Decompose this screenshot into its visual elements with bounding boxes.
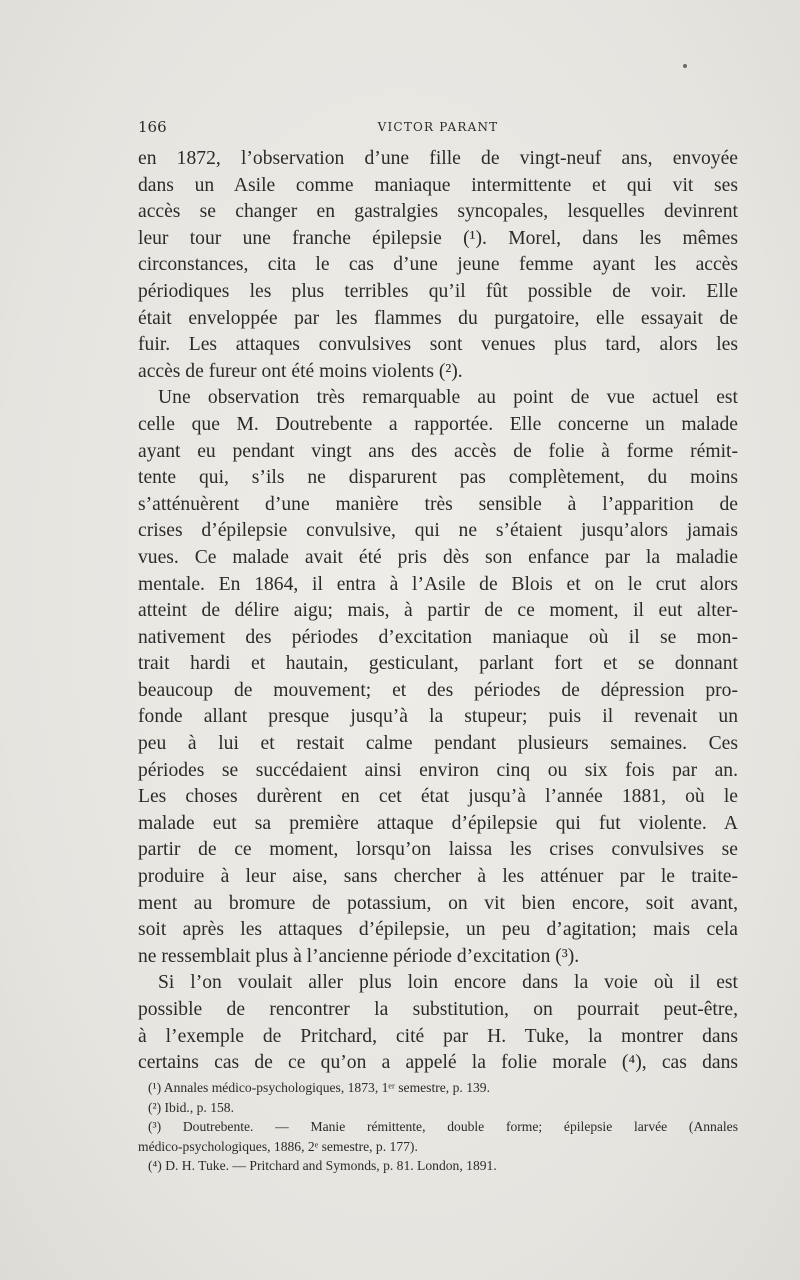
text-line: Si l’on voulait aller plus loin encore dans la voie où il est xyxy=(158,972,738,994)
running-head: VICTOR PARANT xyxy=(377,120,499,134)
footnote: (³) Doutrebente. — Manie rémittente, double forme; épilepsie larvée (Annales xyxy=(148,1119,738,1134)
text-line: mentale. En 1864, il entra à l’Asile de Blois et on le crut alors xyxy=(138,573,738,595)
text-line: périodiques les plus terribles qu’il fût possible de voir. Elle xyxy=(138,280,738,302)
footnote: (²) Ibid., p. 158. xyxy=(148,1099,235,1115)
text-line: atteint de délire aigu; mais, à partir de ce moment, il eut alter- xyxy=(138,600,738,622)
text-line: circonstances, cita le cas d’une jeune femme ayant les accès xyxy=(138,254,738,276)
text-line: malade eut sa première attaque d’épilepsie qui fut violente. A xyxy=(138,812,738,834)
text-line: périodes se succédaient ainsi environ cinq ou six fois par an. xyxy=(138,759,738,781)
footnotes xyxy=(138,1078,738,1176)
text-line: Les choses durèrent en cet état jusqu’à l’année 1881, où le xyxy=(138,786,738,808)
footnote: médico-psychologiques, 1886, 2ᵉ semestre, p. 177). xyxy=(138,1138,418,1154)
text-line: accès de fureur ont été moins violents (²). xyxy=(138,360,463,382)
text-line: ne ressemblait plus à l’ancienne période d’excitation (³). xyxy=(138,945,580,967)
text-line: à l’exemple de Pritchard, cité par H. Tuke, la montrer dans xyxy=(138,1025,738,1047)
text-line: leur tour une franche épilepsie (¹). Morel, dans les mêmes xyxy=(138,227,738,249)
page-header xyxy=(138,118,738,142)
text-line: s’atténuèrent d’une manière très sensible à l’apparition de xyxy=(138,493,738,515)
body-text xyxy=(138,146,738,1077)
text-line: produire à leur aise, sans chercher à les atténuer par le traite- xyxy=(138,866,738,888)
text-line: dans un Asile comme maniaque intermittente et qui vit ses xyxy=(138,174,738,196)
text-line: peu à lui et restait calme pendant plusieurs semaines. Ces xyxy=(138,733,738,755)
text-line: possible de rencontrer la substitution, on pourrait peut-être, xyxy=(138,999,738,1020)
text-line: ayant eu pendant vingt ans des accès de folie à forme rémit- xyxy=(138,440,738,462)
text-line: certains cas de ce qu’on a appelé la folie morale (⁴), cas dans xyxy=(138,1052,738,1074)
text-line: beaucoup de mouvement; et des périodes de dépression pro- xyxy=(138,679,738,701)
text-line: accès se changer en gastralgies syncopales, lesquelles devinrent xyxy=(138,201,738,223)
text-line: partir de ce moment, lorsqu’on laissa les crises convulsives se xyxy=(138,839,738,861)
text-line: soit après les attaques d’épilepsie, un peu d’agitation; mais cela xyxy=(138,919,738,941)
text-line: nativement des périodes d’excitation maniaque où il se mon- xyxy=(138,626,738,648)
text-line: crises d’épilepsie convulsive, qui ne s’étaient jusqu’alors jamais xyxy=(138,520,738,542)
text-line: en 1872, l’observation d’une fille de vingt-neuf ans, envoyée xyxy=(138,148,738,169)
footnote: (¹) Annales médico-psychologiques, 1873, 1ᵉʳ semestre, p. 139. xyxy=(148,1080,490,1095)
text-line: vues. Ce malade avait été pris dès son enfance par la maladie xyxy=(138,546,738,568)
text-line: trait hardi et hautain, gesticulant, parlant fort et se donnant xyxy=(138,653,738,675)
text-line: fuir. Les attaques convulsives sont venues plus tard, alors les xyxy=(138,334,738,356)
text-line: était enveloppée par les flammes du purgatoire, elle essayait de xyxy=(138,307,738,329)
text-line: fonde allant presque jusqu’à la stupeur; puis il revenait un xyxy=(138,706,738,728)
page-number: 166 xyxy=(138,118,167,136)
text-line: tente qui, s’ils ne disparurent pas complètement, du moins xyxy=(138,467,738,489)
text-line: ment au bromure de potassium, on vit bien encore, soit avant, xyxy=(138,892,738,914)
text-line: Une observation très remarquable au point de vue actuel est xyxy=(158,387,738,409)
ink-speck xyxy=(683,64,687,68)
footnote: (⁴) D. H. Tuke. — Pritchard and Symonds, p. 81. London, 1891. xyxy=(148,1158,497,1173)
text-line: celle que M. Doutrebente a rapportée. Elle concerne un malade xyxy=(138,413,738,435)
